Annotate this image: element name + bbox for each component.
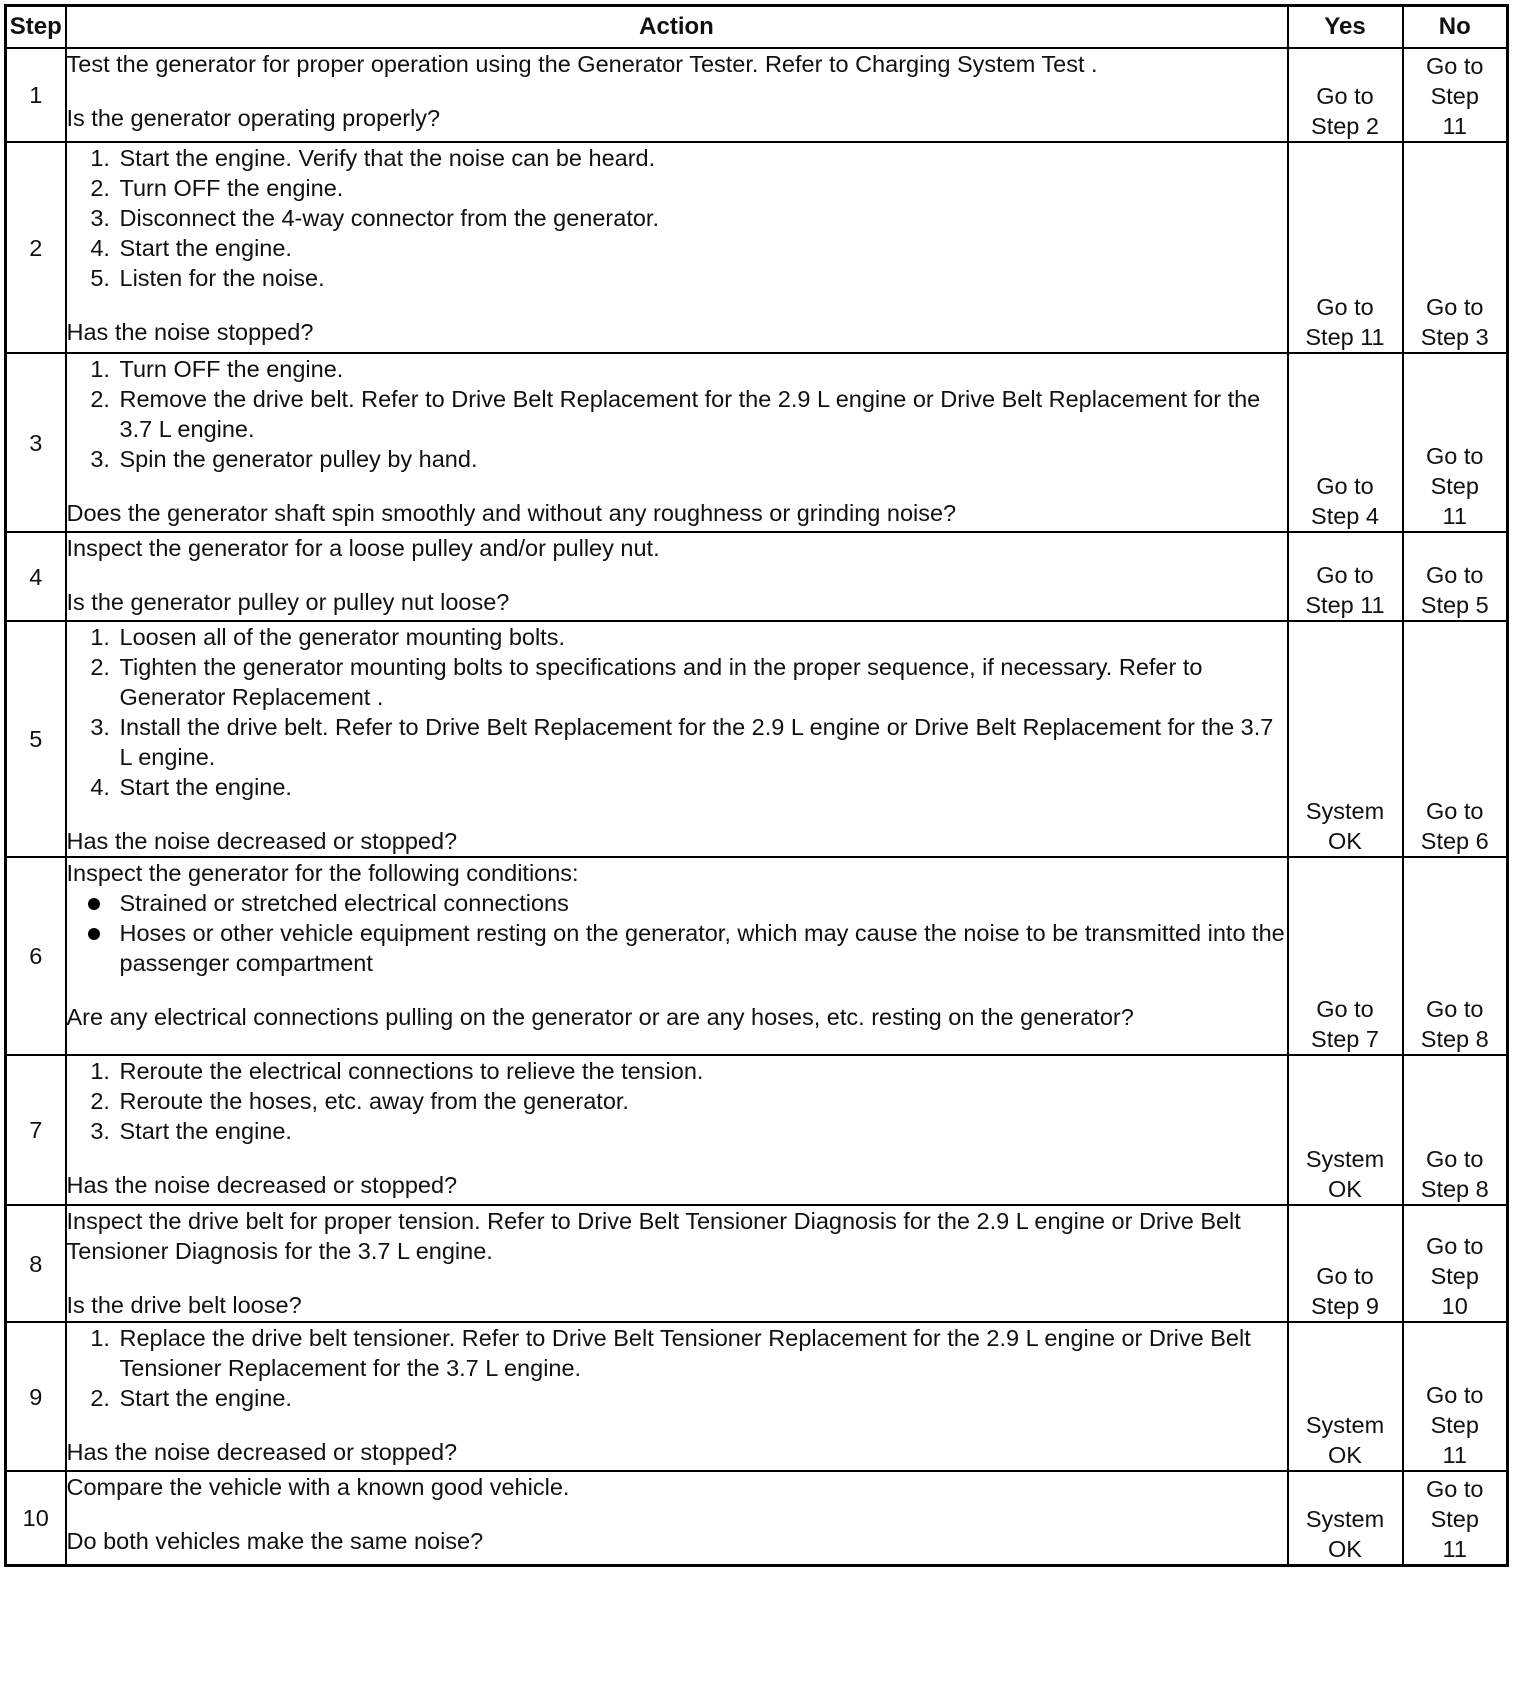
no-result-line: Go to — [1426, 1233, 1484, 1259]
step-number: 2 — [6, 142, 66, 353]
action-intro: Compare the vehicle with a known good vehicle. — [66, 1474, 570, 1500]
yes-result-line: Go to — [1316, 562, 1374, 588]
action-step-item: 2. Remove the drive belt. Refer to Drive Belt Replacement for the 2.9 L engine or Drive Belt Replacement for the 3.7 L engine. — [117, 384, 1287, 444]
yes-result-line: System — [1305, 1412, 1385, 1438]
step-number: 4 — [6, 532, 66, 621]
yes-result-line: Step 9 — [1311, 1293, 1379, 1319]
no-result-line: Step 6 — [1420, 828, 1489, 854]
step-number: 8 — [6, 1205, 66, 1322]
action-cell — [66, 353, 1288, 532]
condition-bullet-item: Strained or stretched electrical connections — [117, 888, 1287, 918]
yes-result-line: System — [1305, 1146, 1385, 1172]
no-result-line: 11 — [1442, 113, 1467, 139]
yes-result-cell — [1288, 142, 1403, 353]
no-result-line: Step — [1430, 83, 1479, 109]
table-row — [6, 1471, 1508, 1565]
action-question: Has the noise stopped? — [66, 319, 314, 345]
action-intro: Inspect the generator for a loose pulley and/or pulley nut. — [66, 535, 660, 561]
no-result-line: Go to — [1426, 1475, 1484, 1502]
action-step-item: 1. Reroute the electrical connections to relieve the tension. — [117, 1056, 1287, 1086]
action-question: Does the generator shaft spin smoothly and without any roughness or grinding noise? — [66, 500, 957, 526]
yes-result-line: OK — [1328, 828, 1362, 854]
step-number: 10 — [6, 1471, 66, 1565]
action-step-item: 2. Turn OFF the engine. — [117, 173, 1287, 203]
yes-result-cell — [1288, 532, 1403, 621]
table-row — [6, 48, 1508, 142]
no-result-line: Step 8 — [1420, 1026, 1489, 1052]
yes-result-cell — [1288, 857, 1403, 1055]
yes-result-cell — [1288, 48, 1403, 142]
action-step-item: 4. Start the engine. — [117, 772, 1287, 802]
no-result-line: Go to — [1426, 798, 1484, 824]
no-result-line: Go to — [1426, 294, 1484, 320]
header-row — [6, 6, 1508, 49]
no-result-line: Step — [1430, 1263, 1479, 1289]
no-result-line: Step 3 — [1420, 324, 1489, 350]
action-step-item: 2. Start the engine. — [117, 1383, 1287, 1413]
no-result-line: Go to — [1426, 996, 1484, 1022]
yes-result-cell — [1288, 1055, 1403, 1205]
yes-result-line: Step 11 — [1305, 324, 1385, 350]
action-step-item: 3. Start the engine. — [117, 1116, 1287, 1146]
yes-result-line: Step 4 — [1311, 503, 1379, 529]
table-row — [6, 1205, 1508, 1322]
step-number: 1 — [6, 48, 66, 142]
action-question: Is the generator pulley or pulley nut loose? — [66, 589, 510, 615]
action-cell — [66, 1322, 1288, 1471]
yes-result-line: Go to — [1316, 83, 1374, 109]
action-step-item: 2. Tighten the generator mounting bolts to specifications and in the proper sequence, if necessary. Refer to Generator Replacement . — [117, 652, 1287, 712]
no-result-line: Step 5 — [1420, 592, 1489, 618]
action-intro: Inspect the drive belt for proper tension. Refer to Drive Belt Tensioner Diagnosis for the 2.9 L engine or Drive Belt Tensioner Diagnosis for the 3.7 L engine. — [66, 1208, 1241, 1264]
table-row — [6, 857, 1508, 1055]
yes-result-line: OK — [1328, 1442, 1362, 1468]
action-steps-list — [67, 354, 1287, 474]
yes-result-line: Go to — [1316, 1263, 1374, 1289]
action-step-item: 1. Loosen all of the generator mounting bolts. — [117, 622, 1287, 652]
action-step-item: 1. Start the engine. Verify that the noise can be heard. — [117, 143, 1287, 173]
table-row — [6, 1322, 1508, 1471]
no-result-cell — [1403, 621, 1508, 857]
action-cell — [66, 1205, 1288, 1322]
action-question: Are any electrical connections pulling on the generator or are any hoses, etc. resting on the generator? — [66, 1004, 1134, 1030]
yes-result-line: System — [1305, 1505, 1385, 1532]
no-result-line: Step — [1430, 1505, 1479, 1532]
table-row — [6, 353, 1508, 532]
no-result-cell — [1403, 353, 1508, 532]
action-cell — [66, 857, 1288, 1055]
yes-result-cell — [1288, 1322, 1403, 1471]
condition-bullet-item: Hoses or other vehicle equipment resting on the generator, which may cause the noise to be transmitted into the passenger compartment — [117, 918, 1287, 978]
action-step-item: 3. Disconnect the 4-way connector from the generator. — [117, 203, 1287, 233]
yes-result-cell — [1288, 1471, 1403, 1565]
no-result-cell — [1403, 1471, 1508, 1565]
action-step-item: 1. Turn OFF the engine. — [117, 354, 1287, 384]
yes-result-cell — [1288, 1205, 1403, 1322]
yes-result-line: Go to — [1316, 473, 1374, 499]
no-result-line: 11 — [1442, 1442, 1467, 1468]
action-step-item: 3. Install the drive belt. Refer to Drive Belt Replacement for the 2.9 L engine or Drive Belt Replacement for the 3.7 L engine. — [117, 712, 1287, 772]
action-steps-list — [67, 1323, 1287, 1413]
yes-result-line: Step 11 — [1305, 592, 1385, 618]
action-step-item: 3. Spin the generator pulley by hand. — [117, 444, 1287, 474]
action-steps-list — [67, 143, 1287, 293]
step-number: 5 — [6, 621, 66, 857]
no-result-cell — [1403, 48, 1508, 142]
action-step-item: 1. Replace the drive belt tensioner. Refer to Drive Belt Tensioner Replacement for the 2.9 L engine or Drive Belt Tensioner Replacement for the 3.7 L engine. — [117, 1323, 1287, 1383]
table-row — [6, 621, 1508, 857]
header-step: Step — [6, 6, 66, 49]
no-result-line: Go to — [1426, 1146, 1484, 1172]
action-question: Is the generator operating properly? — [66, 105, 441, 131]
yes-result-line: Go to — [1316, 294, 1374, 320]
action-steps-list — [67, 1056, 1287, 1146]
no-result-line: 11 — [1442, 1535, 1467, 1562]
no-result-line: Step — [1430, 473, 1479, 499]
condition-bullet-list — [67, 888, 1287, 978]
action-cell — [66, 1471, 1288, 1565]
step-number: 6 — [6, 857, 66, 1055]
action-cell — [66, 621, 1288, 857]
no-result-line: Go to — [1426, 562, 1484, 588]
no-result-line: Step — [1430, 1412, 1479, 1438]
action-step-item: 2. Reroute the hoses, etc. away from the generator. — [117, 1086, 1287, 1116]
no-result-line: Go to — [1426, 443, 1484, 469]
no-result-line: 11 — [1442, 503, 1467, 529]
yes-result-line: OK — [1328, 1176, 1362, 1202]
header-no: No — [1403, 6, 1508, 49]
table-row — [6, 532, 1508, 621]
action-cell — [66, 532, 1288, 621]
step-number: 9 — [6, 1322, 66, 1471]
no-result-cell — [1403, 142, 1508, 353]
yes-result-line: Step 2 — [1311, 113, 1379, 139]
header-yes: Yes — [1288, 6, 1403, 49]
action-cell — [66, 1055, 1288, 1205]
step-number: 3 — [6, 353, 66, 532]
yes-result-line: Go to — [1316, 996, 1374, 1022]
table-row — [6, 1055, 1508, 1205]
no-result-cell — [1403, 1055, 1508, 1205]
action-question: Has the noise decreased or stopped? — [66, 828, 458, 854]
yes-result-line: Step 7 — [1311, 1026, 1379, 1052]
diagnostic-table — [4, 4, 1509, 1567]
action-cell — [66, 48, 1288, 142]
action-question: Do both vehicles make the same noise? — [66, 1528, 484, 1554]
action-step-item: 4. Start the engine. — [117, 233, 1287, 263]
no-result-line: Go to — [1426, 53, 1484, 79]
no-result-line: Step 8 — [1420, 1176, 1489, 1202]
yes-result-line: System — [1305, 798, 1385, 824]
yes-result-cell — [1288, 353, 1403, 532]
action-question: Has the noise decreased or stopped? — [66, 1172, 458, 1198]
header-action: Action — [66, 6, 1288, 49]
action-steps-list — [67, 622, 1287, 802]
action-cell — [66, 142, 1288, 353]
no-result-cell — [1403, 857, 1508, 1055]
no-result-line: 10 — [1441, 1293, 1468, 1319]
table-row — [6, 142, 1508, 353]
yes-result-cell — [1288, 621, 1403, 857]
no-result-cell — [1403, 1205, 1508, 1322]
action-intro: Test the generator for proper operation using the Generator Tester. Refer to Charging System Test . — [66, 51, 1098, 77]
table-body — [6, 48, 1508, 1565]
no-result-cell — [1403, 1322, 1508, 1471]
yes-result-line: OK — [1328, 1535, 1362, 1562]
action-question: Is the drive belt loose? — [66, 1292, 302, 1318]
no-result-cell — [1403, 532, 1508, 621]
action-question: Has the noise decreased or stopped? — [66, 1439, 458, 1465]
action-step-item: 5. Listen for the noise. — [117, 263, 1287, 293]
action-intro: Inspect the generator for the following conditions: — [66, 860, 579, 886]
no-result-line: Go to — [1426, 1382, 1484, 1408]
step-number: 7 — [6, 1055, 66, 1205]
